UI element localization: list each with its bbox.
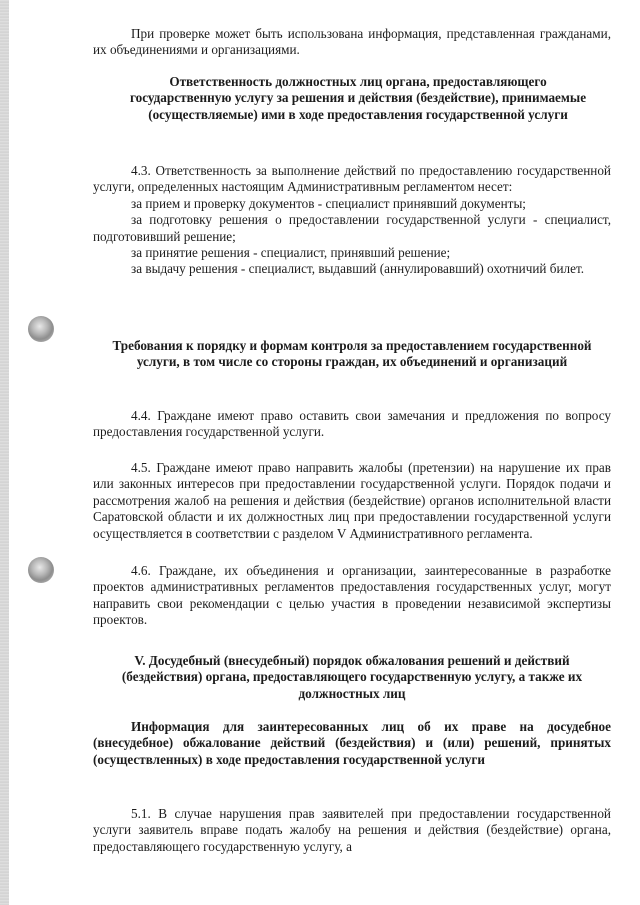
paragraph-intro: При проверке может быть использована информация, представленная гражданами, их объединениями и организациями.: [93, 26, 611, 58]
paragraph-4-3-item-a: за прием и проверку документов - специалист принявший документы;: [131, 195, 526, 211]
heading-information: Информация для заинтересованных лиц об их праве на досудебное (внесудебное) обжалование действий (бездействия) и (или) решений, принятых (осуществленных) в ходе предоставления государственной услуги: [93, 719, 611, 767]
paragraph-4-3-item-d: за выдачу решения - специалист, выдавший (аннулировавший) охотничий билет.: [131, 261, 585, 277]
heading-section-v: V. Досудебный (внесудебный) порядок обжалования решений и действий (бездействия) органа, предоставляющего государственную услугу, а также их должностных лиц: [121, 653, 583, 701]
paragraph-5-1: 5.1. В случае нарушения прав заявителей при предоставлении государственной услуги заявитель вправе подать жалобу на решения и действия (бездействие) органа, предоставляющего государственную услугу, а: [93, 806, 611, 854]
paragraph-4-6: 4.6. Граждане, их объединения и организации, заинтересованные в разработке проектов административных регламентов предоставления государственных услуг, могут направить свои рекомендации с целью участия в проведении независимой экспертизы проектов.: [93, 563, 611, 628]
paragraph-4-3-item-c: за принятие решения - специалист, принявший решение;: [131, 245, 451, 261]
paragraph-4-3: 4.3. Ответственность за выполнение действий по предоставлению государственной услуги, определенных настоящим Административным регламентом несет:: [93, 163, 611, 195]
heading-responsibility: Ответственность должностных лиц органа, предоставляющего государственную услугу за решения и действия (бездействие), принимаемые (осуществляемые) ими в ходе предоставления государственной услуги: [129, 74, 587, 122]
punch-hole-bottom: [28, 557, 54, 583]
punch-hole-top: [28, 316, 54, 342]
paragraph-4-3-item-b: за подготовку решения о предоставлении государственной услуги - специалист, подготовивший решение;: [93, 212, 611, 244]
scan-edge: [0, 0, 9, 905]
paragraph-4-4: 4.4. Граждане имеют право оставить свои замечания и предложения по вопросу предоставления государственной услуги.: [93, 408, 611, 440]
heading-requirements: Требования к порядку и формам контроля за предоставлением государственной услуги, в том числе со стороны граждан, их объединений и организаций: [112, 338, 592, 370]
paragraph-4-5: 4.5. Граждане имеют право направить жалобы (претензии) на нарушение их прав или законных интересов при предоставлении государственной услуги. Порядок подачи и рассмотрения жалоб на решения и действия (бездействие) органов исполнительной власти Саратовской области и их должностных лиц при предоставлении государственной услуги осуществляется в соответствии с разделом V Административного регламента.: [93, 460, 611, 541]
